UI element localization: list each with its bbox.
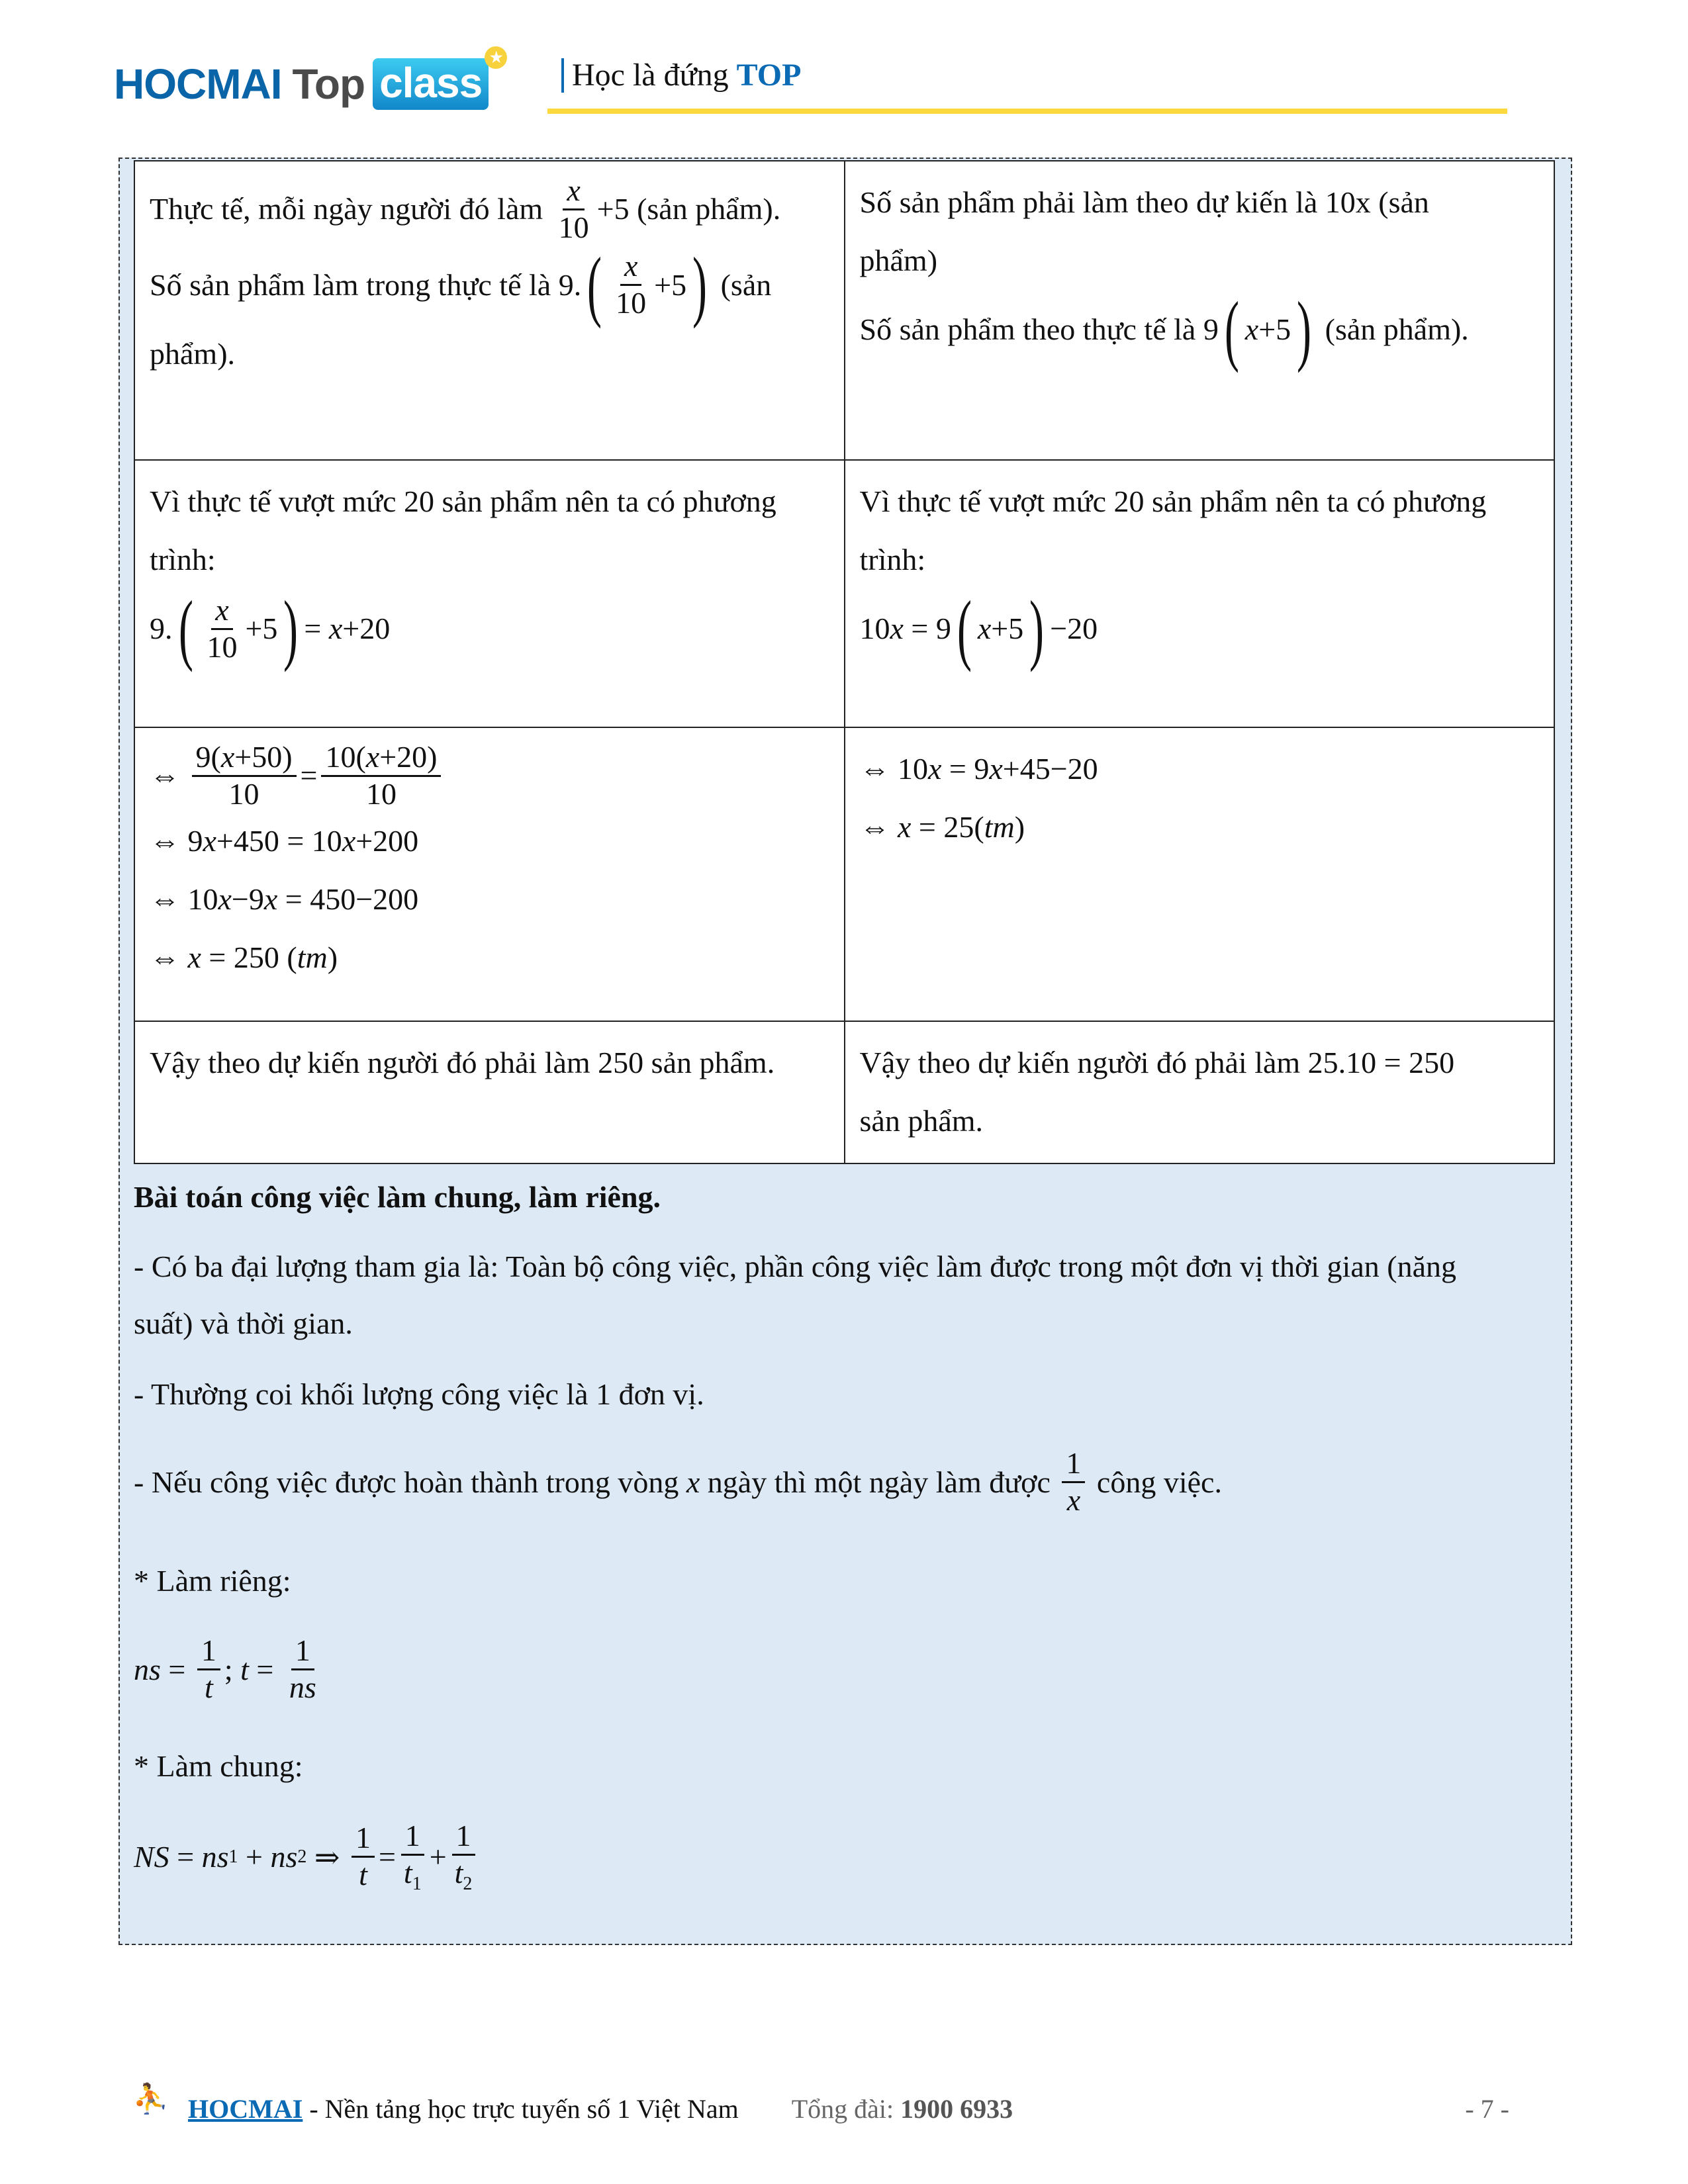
paren-content [978, 600, 1023, 658]
header-underline [547, 109, 1507, 114]
fraction [321, 740, 441, 812]
math-text: +5 [654, 267, 687, 302]
text-line [150, 473, 829, 531]
math-text: + [429, 1840, 447, 1874]
slogan-top: TOP [736, 58, 802, 93]
right-paren: ) [1029, 584, 1045, 672]
math-text: Vậy theo dự kiến người đó phải làm 25.10 = 250 [859, 1046, 1455, 1079]
math-text: +20) [379, 740, 438, 774]
math-variable: ns [270, 1840, 298, 1874]
math-text: = 25( [911, 810, 984, 844]
paragraph: - Thường coi khối lượng công việc là 1 đơn vị. [134, 1377, 704, 1411]
math-text: +20 [342, 612, 391, 645]
fraction-numerator [321, 740, 441, 777]
math-text: 10 [616, 286, 647, 320]
math-variable: x [624, 249, 638, 283]
fraction-denominator [362, 777, 400, 812]
paragraph: suất) và thời gian. [134, 1306, 353, 1340]
formula-lam-chung [134, 1819, 1550, 1895]
math-text: = [169, 1840, 202, 1874]
footer-tagline: - Nền tảng học trực tuyến số 1 Việt Nam [309, 2093, 739, 2124]
math-subscript: 2 [297, 1846, 307, 1867]
math-text: ⇔ [859, 810, 898, 844]
cell-right [845, 727, 1555, 1021]
star-badge-icon: ★ [485, 46, 507, 69]
footer [132, 2085, 1509, 2132]
math-text: 10( [325, 740, 366, 774]
math-text: −9 [231, 882, 264, 916]
text-line [150, 531, 829, 589]
math-text: Thực tế, mỗi ngày người đó làm [150, 192, 551, 226]
math-variable: x [928, 752, 942, 786]
math-text: Vì thực tế vượt mức 20 sản phẩm nên ta có phương [150, 484, 776, 518]
paren-content [1245, 300, 1291, 359]
math-text: 1 [455, 1819, 471, 1852]
math-variable: x [215, 592, 229, 627]
cell-right [845, 161, 1555, 460]
math-variable: x [365, 740, 380, 774]
math-variable: x [218, 882, 232, 916]
math-text: 1 [1066, 1446, 1082, 1480]
math-variable: tm [984, 810, 1015, 844]
math-variable: NS [134, 1840, 169, 1874]
formula-lam-rieng [134, 1633, 1550, 1706]
cell-left [134, 161, 845, 460]
table-row [134, 1021, 1554, 1163]
table-row [134, 460, 1554, 727]
math-text: Vì thực tế vượt mức 20 sản phẩm nên ta có phương [859, 484, 1487, 518]
math-variable: x [898, 810, 912, 844]
math-text: 1 [404, 1819, 420, 1852]
slogan [561, 58, 801, 93]
text-line [150, 173, 829, 246]
math-text: (sản [713, 267, 772, 302]
cell-left [134, 727, 845, 1021]
math-variable: x [328, 612, 343, 645]
fraction-numerator [352, 1821, 375, 1858]
math-variable: x [342, 823, 356, 858]
math-text: phẩm) [859, 244, 938, 277]
fraction [1062, 1446, 1085, 1518]
math-text: Số sản phẩm làm trong thực tế là 9. [150, 267, 582, 302]
math-text: = [378, 1840, 396, 1874]
hocmai-topclass-logo [114, 49, 507, 110]
label-lam-chung: * Làm chung: [134, 1749, 303, 1783]
text-line [859, 584, 1540, 672]
math-text: +45−20 [1002, 752, 1098, 786]
math-subscript: 1 [228, 1846, 238, 1867]
fraction-denominator [225, 777, 263, 812]
paragraph: - Có ba đại lượng tham gia là: Toàn bộ công việc, phần công việc làm được trong một đơn vị thời gian (năng [134, 1250, 1456, 1283]
math-text: 9. [150, 612, 173, 645]
math-text: 9( [195, 740, 221, 774]
right-paren: ) [1297, 285, 1312, 373]
math-variable: x [890, 612, 904, 645]
right-paren: ) [283, 584, 299, 672]
math-subscript: 1 [412, 1874, 422, 1895]
left-paren: ( [587, 240, 602, 329]
math-variable: t [403, 1855, 412, 1889]
math-variable: t [204, 1670, 213, 1704]
fraction-denominator [285, 1670, 320, 1706]
fraction-numerator [620, 249, 641, 286]
text-line [860, 1092, 1540, 1150]
logo-top: Top [292, 60, 365, 108]
math-variable: tm [297, 940, 328, 974]
math-text: +5 [1258, 312, 1291, 346]
math-text: 10 [207, 629, 238, 664]
left-paren: ( [1224, 285, 1239, 373]
text-line [860, 232, 1540, 290]
math-variable: ns [134, 1652, 161, 1686]
math-variable: x [187, 940, 201, 974]
page-number: - 7 - [1465, 2093, 1509, 2124]
math-text: = [160, 1652, 193, 1686]
math-text: (sản phẩm). [1317, 312, 1469, 346]
fraction [451, 1819, 477, 1895]
table-row [134, 727, 1554, 1021]
fraction-denominator [612, 286, 650, 321]
math-text: 1 [295, 1633, 310, 1667]
fraction [400, 1819, 426, 1895]
math-text: Số sản phẩm theo thực tế là 9 [859, 312, 1219, 346]
text-line [134, 1633, 1550, 1706]
fraction-numerator [452, 1819, 475, 1856]
math-text: +5 [991, 612, 1024, 645]
fraction-denominator [1063, 1483, 1084, 1518]
math-text: = 250 ( [201, 940, 297, 974]
left-paren: ( [957, 584, 972, 672]
fraction [203, 593, 241, 665]
math-text: 10 [558, 210, 589, 244]
math-text: ) [1014, 810, 1025, 844]
text-line [150, 1034, 829, 1092]
math-variable: t [454, 1855, 463, 1889]
paragraph-fraction [134, 1446, 1550, 1518]
cell-left [134, 1021, 845, 1163]
cell-right [845, 1021, 1555, 1163]
math-text: ; [224, 1652, 241, 1686]
math-text: ) [327, 940, 338, 974]
math-variable: x [203, 823, 216, 858]
left-paren: ( [178, 584, 193, 672]
fraction-numerator [563, 173, 584, 210]
math-text: phẩm). [150, 336, 236, 371]
math-text: - Nếu công việc được hoàn thành trong vòng [134, 1465, 686, 1499]
hotline-label: Tổng đài: [791, 2093, 901, 2124]
math-text: trình: [859, 543, 926, 576]
math-text: 1 [201, 1633, 216, 1667]
fraction-denominator [400, 1856, 426, 1895]
math-text: + [238, 1840, 271, 1874]
section-heading: Bài toán công việc làm chung, làm riêng. [134, 1180, 661, 1214]
math-text: ⇔ [150, 758, 188, 793]
math-text: +200 [355, 823, 419, 858]
math-text: 1 [355, 1821, 371, 1855]
math-subscript: 2 [463, 1874, 473, 1895]
math-variable: x [1244, 312, 1259, 346]
footer-hotline [792, 2093, 1013, 2124]
math-text: = [304, 612, 329, 645]
logo-hocmai: HOCMAI [114, 60, 282, 108]
table-row [134, 161, 1554, 460]
math-text: = [300, 758, 318, 793]
fraction [192, 740, 297, 812]
logo-class: class [373, 58, 489, 110]
math-variable: x [263, 882, 278, 916]
math-text: ⇔ [150, 940, 188, 974]
math-text: Vậy theo dự kiến người đó phải làm 250 sản phẩm. [150, 1046, 775, 1079]
math-variable: x [567, 173, 581, 207]
hotline-number: 1900 6933 [900, 2093, 1013, 2124]
math-variable: ns [201, 1840, 229, 1874]
math-text: = 9 [903, 612, 951, 645]
math-text: ⇔ 10 [150, 882, 218, 916]
fraction-denominator [355, 1858, 371, 1893]
text-line [860, 1034, 1540, 1092]
fraction-numerator [1062, 1446, 1085, 1483]
paren-content [199, 593, 277, 665]
label-lam-rieng: * Làm riêng: [134, 1564, 291, 1598]
solution-table [134, 160, 1555, 1164]
fraction-numerator [291, 1633, 314, 1670]
text-line [150, 740, 829, 812]
paren-content [608, 249, 686, 321]
text-line [150, 812, 829, 870]
text-line [150, 325, 829, 383]
math-text: 10 [228, 776, 259, 811]
math-variable: x [686, 1465, 700, 1499]
math-text: công việc. [1089, 1465, 1222, 1499]
fraction-numerator [211, 593, 232, 630]
fraction [285, 1633, 320, 1706]
math-text: +450 = 10 [216, 823, 342, 858]
text-line [860, 473, 1540, 531]
cell-left [134, 460, 845, 727]
math-text: Số sản phẩm phải làm theo dự kiến là 10x (sản [859, 185, 1429, 219]
cell-right [845, 460, 1555, 727]
math-variable: x [989, 752, 1003, 786]
text-line [860, 798, 1540, 856]
math-text: 10 [365, 776, 397, 811]
fraction-denominator [203, 630, 241, 665]
text-line [860, 531, 1540, 589]
fraction [352, 1821, 375, 1893]
text-line [150, 240, 829, 329]
math-text: sản phẩm. [859, 1104, 984, 1138]
math-text: +5 [245, 612, 278, 645]
math-variable: x [220, 740, 235, 774]
parenthesized-group [173, 584, 305, 672]
math-text: 10 [859, 612, 890, 645]
math-variable: t [240, 1652, 249, 1686]
text-line [150, 929, 829, 987]
math-text: −20 [1050, 612, 1098, 645]
right-paren: ) [692, 240, 708, 329]
math-text: ngày thì một ngày làm được [700, 1465, 1058, 1499]
text-line [150, 584, 829, 672]
math-text: ⇔ 9 [150, 823, 203, 858]
math-variable: ns [289, 1670, 316, 1704]
math-variable: x [977, 612, 992, 645]
fraction [612, 249, 650, 321]
math-text: = 450−200 [277, 882, 419, 916]
text-line [860, 740, 1540, 798]
math-text: +50) [234, 740, 293, 774]
fraction-numerator [401, 1819, 424, 1856]
fraction [555, 173, 593, 246]
fraction-denominator [201, 1670, 217, 1706]
parenthesized-group [1219, 285, 1317, 373]
math-text: = [248, 1652, 281, 1686]
math-variable: x [1066, 1482, 1081, 1517]
text-line [134, 1446, 1550, 1518]
fraction-numerator [192, 740, 297, 777]
math-text: ⇔ 10 [859, 752, 928, 786]
text-line [134, 1819, 1550, 1895]
fraction-denominator [451, 1856, 477, 1895]
parenthesized-group [951, 584, 1050, 672]
math-text: +5 (sản phẩm). [596, 192, 781, 226]
fraction [197, 1633, 220, 1706]
math-text: trình: [150, 543, 216, 576]
text-line [860, 173, 1540, 232]
fraction-numerator [197, 1633, 220, 1670]
math-text: = 9 [941, 752, 990, 786]
footer-brand-link[interactable]: HOCMAI [188, 2093, 303, 2124]
text-line [150, 870, 829, 929]
slogan-text: Học là đứng [572, 58, 737, 93]
text-line [859, 285, 1540, 373]
hocmai-figure-icon: ⛹ [132, 2083, 169, 2115]
math-variable: t [359, 1858, 367, 1892]
parenthesized-group [581, 240, 713, 329]
math-text: ⇒ [306, 1840, 348, 1874]
